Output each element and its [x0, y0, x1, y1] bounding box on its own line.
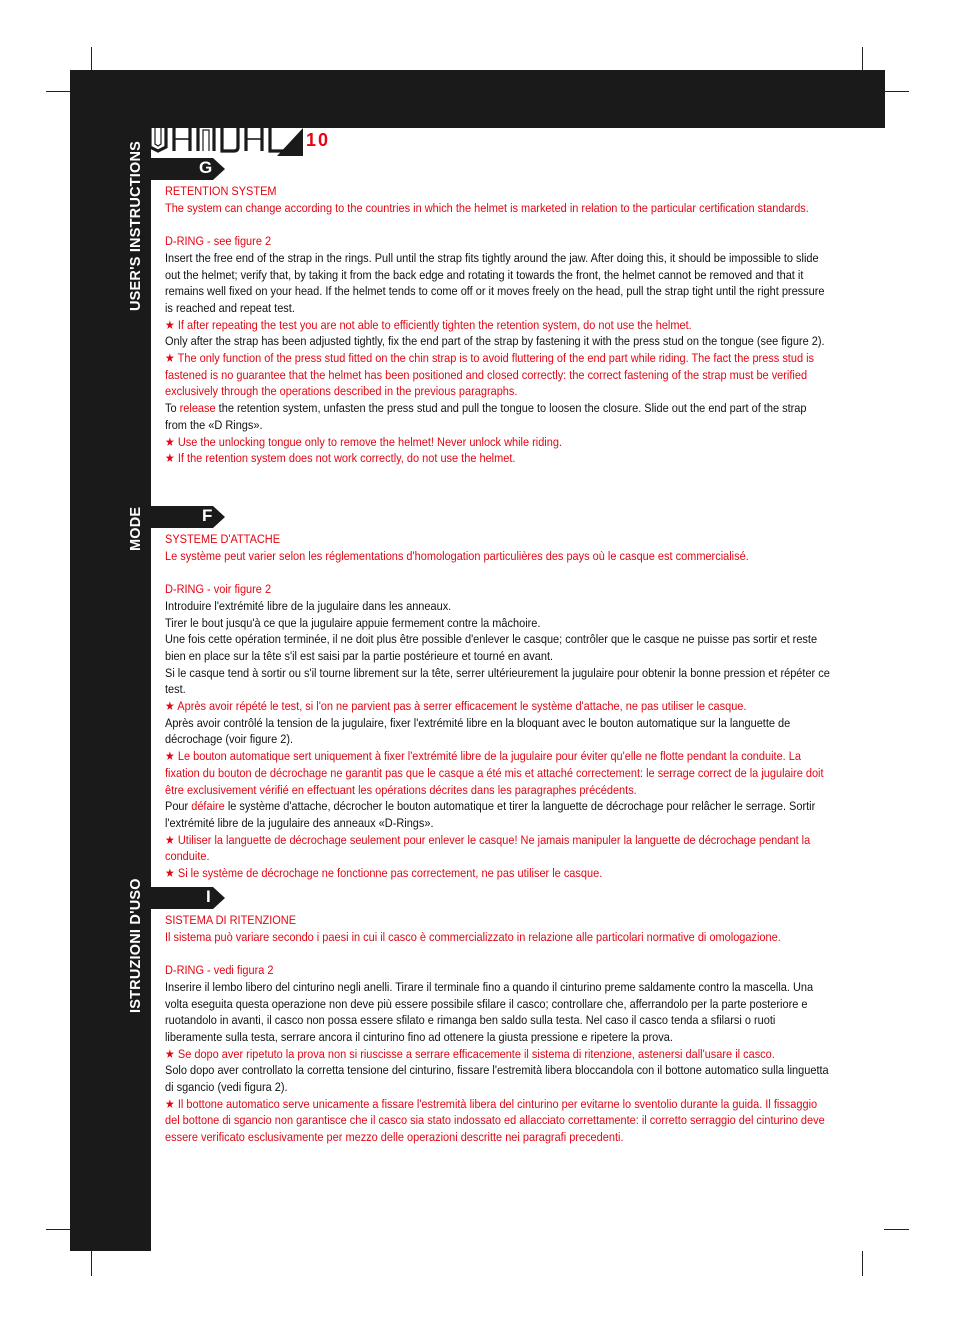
crop-mark [862, 47, 863, 72]
crop-mark [862, 1251, 863, 1276]
body-paragraph: Une fois cette opération terminée, il ne doit plus être possible d'enlever le casque; contrôler que le casque ne puisse pas sortir et reste bien en place sur la tête s'il est saisi par la partie postérieure et tourné en avant. [165, 632, 818, 663]
dring-heading: D-RING - vedi figura 2 [165, 963, 274, 978]
intro-text: Il sistema può variare secondo i paesi in cui il casco è commercializzato in relazione alle particolari normative di omologazione. [165, 929, 781, 944]
warning-text: ★ Utiliser la languette de décrochage seulement pour enlever le casque! Ne jamais manipuler la languette de décrochage pendant la conduite. [165, 832, 811, 864]
vandal-logo [146, 119, 296, 155]
section-french [165, 531, 831, 882]
body-paragraph: Si le casque tend à sortir ou s'il tourne librement sur la tête, serrer ultérieurement la jugulaire pour obtenir la bonne pression et répéter ce test. [165, 665, 830, 697]
logo-text: VANDAL [146, 119, 150, 120]
intro-text: The system can change according to the countries in which the helmet is marketed in relation to the particular certification standards. [165, 200, 809, 215]
tab-letter-g: G [199, 158, 213, 177]
side-label-french: MODE [128, 506, 144, 551]
body-paragraph: Only after the strap has been adjusted tightly, fix the end part of the strap by fastening it with the press stud on the tongue (see figure 2). [165, 334, 825, 349]
body-paragraph [165, 798, 831, 831]
body-paragraph [165, 400, 831, 433]
side-label-italian: ISTRUZIONI D'USO [128, 878, 144, 1013]
warning-text: ★ The only function of the press stud fitted on the chin strap is to avoid fluttering of the end part while riding. The fact the press stud is fastened is no guarantee that the helmet has been positioned and closed correctly: the correct fastening of the strap must be verified exclusively through the operations described in the previous paragraphs. [165, 351, 815, 399]
crop-mark [884, 91, 909, 92]
highlight-word: release [179, 401, 216, 416]
body-paragraph: Solo dopo aver controllato la corretta tensione del cinturino, fissare l'estremità libera bloccandola con il bottone automatico sulla linguetta di sgancio (vedi figura 2). [165, 1063, 829, 1095]
warning-text: ★ Après avoir répété le test, si l'on ne parvient pas à serrer efficacement le système d'attache, ne pas utiliser le casque. [165, 699, 747, 714]
crop-mark [46, 91, 71, 92]
dring-heading: D-RING - voir figure 2 [165, 582, 272, 597]
tab-letter-f: F [202, 506, 213, 525]
section-english [165, 183, 831, 467]
warning-text: ★ Si le système de décrochage ne fonctionne pas correctement, ne pas utiliser le casque. [165, 866, 603, 881]
section-tab-i [150, 887, 225, 909]
body-paragraph: Insert the free end of the strap in the rings. Pull until the strap fits tightly around the jaw. After doing this, it should be impossible to slide out the helmet; verify that, by taking it from the back edge and rotating it towards the front, the helmet cannot be removed and that it remains well fixed on your head. If the helmet tends to come off or it moves freely on the head, pull the strap tight until the right pressure is reached and repeat test. [165, 250, 825, 315]
crop-mark [91, 47, 92, 72]
section-tab-g [150, 158, 225, 180]
section-heading: SISTEMA DI RITENZIONE [165, 913, 297, 927]
side-label-english: USER'S INSTRUCTIONS [128, 141, 144, 311]
body-paragraph: Inserire il lembo libero del cinturino negli anelli. Tirare il terminale fino a quando il cinturino preme saldamente contro la mascella. Una volta eseguita questa operazione non deve più essere possibile sfilare il casco; controllare che, afferrandolo per la parte posteriore e ruotandolo in avanti, il casco non possa essere sfilato e rimanga ben saldo sulla testa. Nel caso il casco tenda a sfilarsi o ruoti liberamente sulla testa, serrare ancora il cinturino fino ad ottenere la giusta pressione e ripetere la prova. [165, 979, 814, 1044]
section-tab-f [150, 506, 225, 528]
body-paragraph: Après avoir contrôlé la tension de la jugulaire, fixer l'extrémité libre en la bloquant avec le bouton automatique sur la languette de décrochage (voir figure 2). [165, 715, 791, 747]
section-italian [165, 912, 831, 1146]
crop-mark [46, 1229, 71, 1230]
crop-mark [91, 1251, 92, 1276]
warning-text: ★ Se dopo aver ripetuto la prova non si riuscisse a serrare efficacemente il sistema di ritenzione, astenersi dall'usare il casco. [165, 1046, 775, 1061]
tab-letter-i: I [206, 887, 211, 906]
warning-text: ★ If the retention system does not work correctly, do not use the helmet. [165, 451, 516, 466]
page-number: 10 [306, 130, 331, 150]
warning-text: ★ If after repeating the test you are not able to efficiently tighten the retention system, do not use the helmet. [165, 317, 692, 332]
dring-heading: D-RING - see figure 2 [165, 234, 272, 249]
body-paragraph: Introduire l'extrémité libre de la jugulaire dans les anneaux. [165, 598, 452, 613]
crop-mark [884, 1229, 909, 1230]
logo-slant-shape [277, 128, 303, 156]
text-span: To [165, 401, 180, 416]
text-span: the retention system, unfasten the press stud and pull the tongue to loosen the closure. Slide out the end part of the strap from the «D Rings». [165, 401, 807, 432]
warning-text: ★ Le bouton automatique sert uniquement à fixer l'extrémité libre de la jugulaire pour éviter qu'elle ne flotte pendant la conduite. La fixation du bouton de décrochage ne garantit pas que le casque a été mis et attaché correctement: le serrage correct de la jugulaire doit être exclusivement vérifié en effectuant les opérations décrites dans les paragraphes précédents. [165, 749, 824, 797]
text-span: le système d'attache, décrocher le bouton automatique et tirer la languette de décrochage pour relâcher le serrage. Sortir l'extrémité libre de la jugulaire des anneaux «D-Rings». [165, 799, 816, 830]
highlight-word: défaire [191, 799, 225, 814]
section-heading: SYSTEME D'ATTACHE [165, 532, 281, 546]
warning-text: ★ Il bottone automatico serve unicamente a fissare l'estremità libera del cinturino per evitarne lo sventolio durante la guida. Il fissaggio del bottone di sgancio non garantisce che il casco sia stato indossato ed allacciato correttamente: il corretto serraggio del cinturino deve essere verificato esclusivamente per mezzo delle operazioni descritte nei paragrafi precedenti. [165, 1096, 825, 1145]
intro-text: Le système peut varier selon les réglementations d'homologation particulières des pays où le casque est commercialisé. [165, 548, 749, 563]
text-span: Pour [165, 799, 192, 814]
section-heading: RETENTION SYSTEM [165, 184, 277, 198]
warning-text: ★ Use the unlocking tongue only to remove the helmet! Never unlock while riding. [165, 434, 562, 449]
body-paragraph: Tirer le bout jusqu'à ce que la jugulaire appuie fermement contre la mâchoire. [165, 615, 541, 630]
